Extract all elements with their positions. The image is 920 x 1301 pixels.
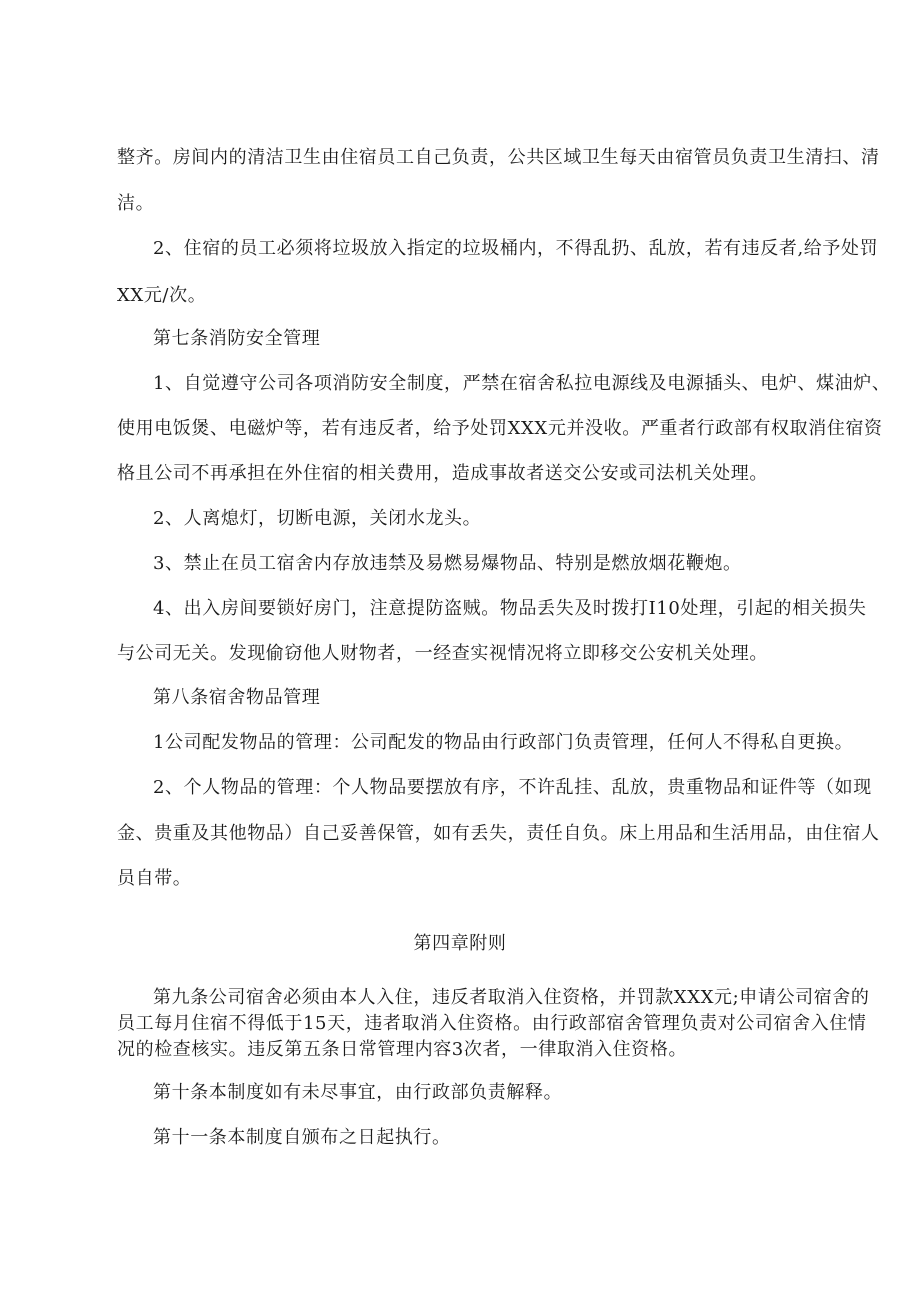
paragraph-line: 员自带。 (117, 868, 192, 889)
paragraph-line: 使用电饭煲、电磁炉等，若有违反者，给予处罚XXX元并没收。严重者行政部有权取消住宿资 (117, 418, 883, 439)
chapter-heading: 第四章附则 (413, 933, 507, 954)
paragraph-line: 第九条公司宿舍必须由本人入住，违反者取消入住资格，并罚款XXX元;申请公司宿舍的 (153, 987, 870, 1008)
paragraph-line: 金、贵重及其他物品）自己妥善保管，如有丢失，责任自负。床上用品和生活用品，由住宿人 (117, 823, 880, 844)
paragraph-line: 2、住宿的员工必须将垃圾放入指定的垃圾桶内，不得乱扔、乱放，若有违反者,给予处罚 (153, 238, 879, 259)
paragraph-line: 第十一条本制度自颁布之日起执行。 (153, 1127, 451, 1148)
paragraph-line: 况的检查核实。违反第五条日常管理内容3次者，一律取消入住资格。 (117, 1039, 688, 1060)
paragraph-line: 2、人离熄灯，切断电源，关闭水龙头。 (153, 508, 482, 529)
section-heading: 第七条消防安全管理 (153, 328, 321, 349)
paragraph-line: 1公司配发物品的管理：公司配发的物品由行政部门负责管理，任何人不得私自更换。 (153, 732, 854, 753)
paragraph-line: 3、禁止在员工宿舍内存放违禁及易燃易爆物品、特别是燃放烟花鞭炮。 (153, 553, 742, 574)
paragraph-line: 整齐。房间内的清洁卫生由住宿员工自己负责，公共区域卫生每天由宿管员负责卫生清扫、清 (117, 147, 880, 168)
paragraph-line: XX元/次。 (117, 285, 207, 306)
paragraph-line: 洁。 (117, 193, 155, 214)
paragraph-line: 第十条本制度如有未尽事宜，由行政部负责解释。 (153, 1082, 563, 1103)
paragraph-line: 4、出入房间要锁好房门，注意提防盗贼。物品丢失及时拨打I10处理，引起的相关损失 (153, 598, 867, 619)
paragraph-line: 2、个人物品的管理：个人物品要摆放有序，不许乱挂、乱放，贵重物品和证件等（如现 (153, 777, 872, 798)
paragraph-line: 员工每月住宿不得低于15天，违者取消入住资格。由行政部宿舍管理负责对公司宿舍入住情 (117, 1013, 867, 1034)
paragraph-line: 与公司无关。发现偷窃他人财物者，一经查实视情况将立即移交公安机关处理。 (117, 643, 768, 664)
paragraph-line: 1、自觉遵守公司各项消防安全制度，严禁在宿舍私拉电源线及电源插头、电炉、煤油炉、 (153, 373, 891, 394)
section-heading: 第八条宿舍物品管理 (153, 687, 321, 708)
paragraph-line: 格且公司不再承担在外住宿的相关费用，造成事故者送交公安或司法机关处理。 (117, 463, 768, 484)
